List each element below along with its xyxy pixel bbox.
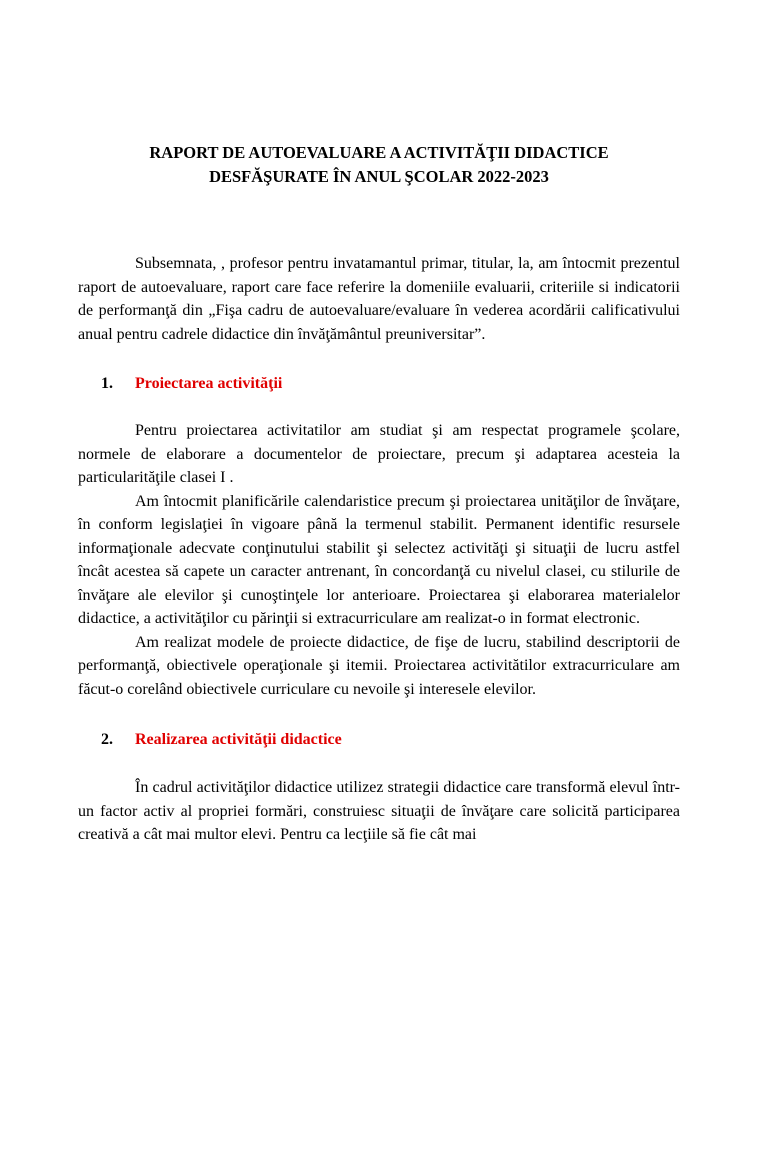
document-page [0, 141, 768, 1165]
section-title: Proiectarea activităţii [135, 375, 283, 392]
section-heading-1 [78, 372, 680, 396]
section-number: 1. [101, 375, 113, 392]
section-1-paragraph-2: Am întocmit planificările calendaristice precum şi proiectarea unităţilor de învăţare, în conform legislaţiei în vigoare până la termenul stabilit. Permanent identific resursele informaţionale adecvate conţinutului stabilit şi selectez activităţi şi situaţii de lucru astfel încât acestea să capete un caracter antrenant, în concordanţă cu nivelul clasei, cu stilurile de învăţare ale elevilor şi cunoştinţele lor anterioare. Proiectarea şi elaborarea materialelor didactice, a activităţilor cu părinţii si extracurriculare am realizat-o in format electronic. [78, 492, 680, 627]
section-number: 2. [101, 731, 113, 748]
section-1-paragraph-1: Pentru proiectarea activitatilor am studiat şi am respectat programele şcolare, normele de elaborare a documentelor de proiectare, precum şi adaptarea acesteia la particularităţile clasei I . [78, 422, 680, 486]
title-line-1: RAPORT DE AUTOEVALUARE A ACTIVITĂŢII DIDACTICE [149, 143, 609, 162]
document-title [78, 141, 680, 189]
section-2-paragraph-1: În cadrul activităţilor didactice utilizez strategii didactice care transformă elevul într-un factor activ al propriei formări, construiesc situaţii de învăţare care solicită participarea creativă a cât mai multor elevi. Pentru ca lecţiile să fie cât mai [78, 779, 680, 843]
section-heading-2 [78, 728, 680, 752]
section-1-paragraph-3: Am realizat modele de proiecte didactice, de fişe de lucru, stabilind descriptorii de performanţă, obiectivele operaţionale şi itemii. Proiectarea activitătilor extracurriculare am făcut-o corelând obiectivele curriculare cu nevoile şi interesele elevilor. [78, 633, 680, 698]
title-line-2: DESFĂŞURATE ÎN ANUL ŞCOLAR 2022-2023 [209, 167, 549, 186]
section-title: Realizarea activităţii didactice [135, 731, 342, 748]
intro-paragraph: Subsemnata, , profesor pentru invatamantul primar, titular, la, am întocmit prezentul raport de autoevaluare, raport care face referire la domeniile evaluarii, criteriile si indicatorii de performanţă din „Fişa cadru de autoevaluare/evaluare în vederea acordării calificativului anual pentru cadrele didactice din învăţământul preuniversitar”. [78, 255, 680, 343]
